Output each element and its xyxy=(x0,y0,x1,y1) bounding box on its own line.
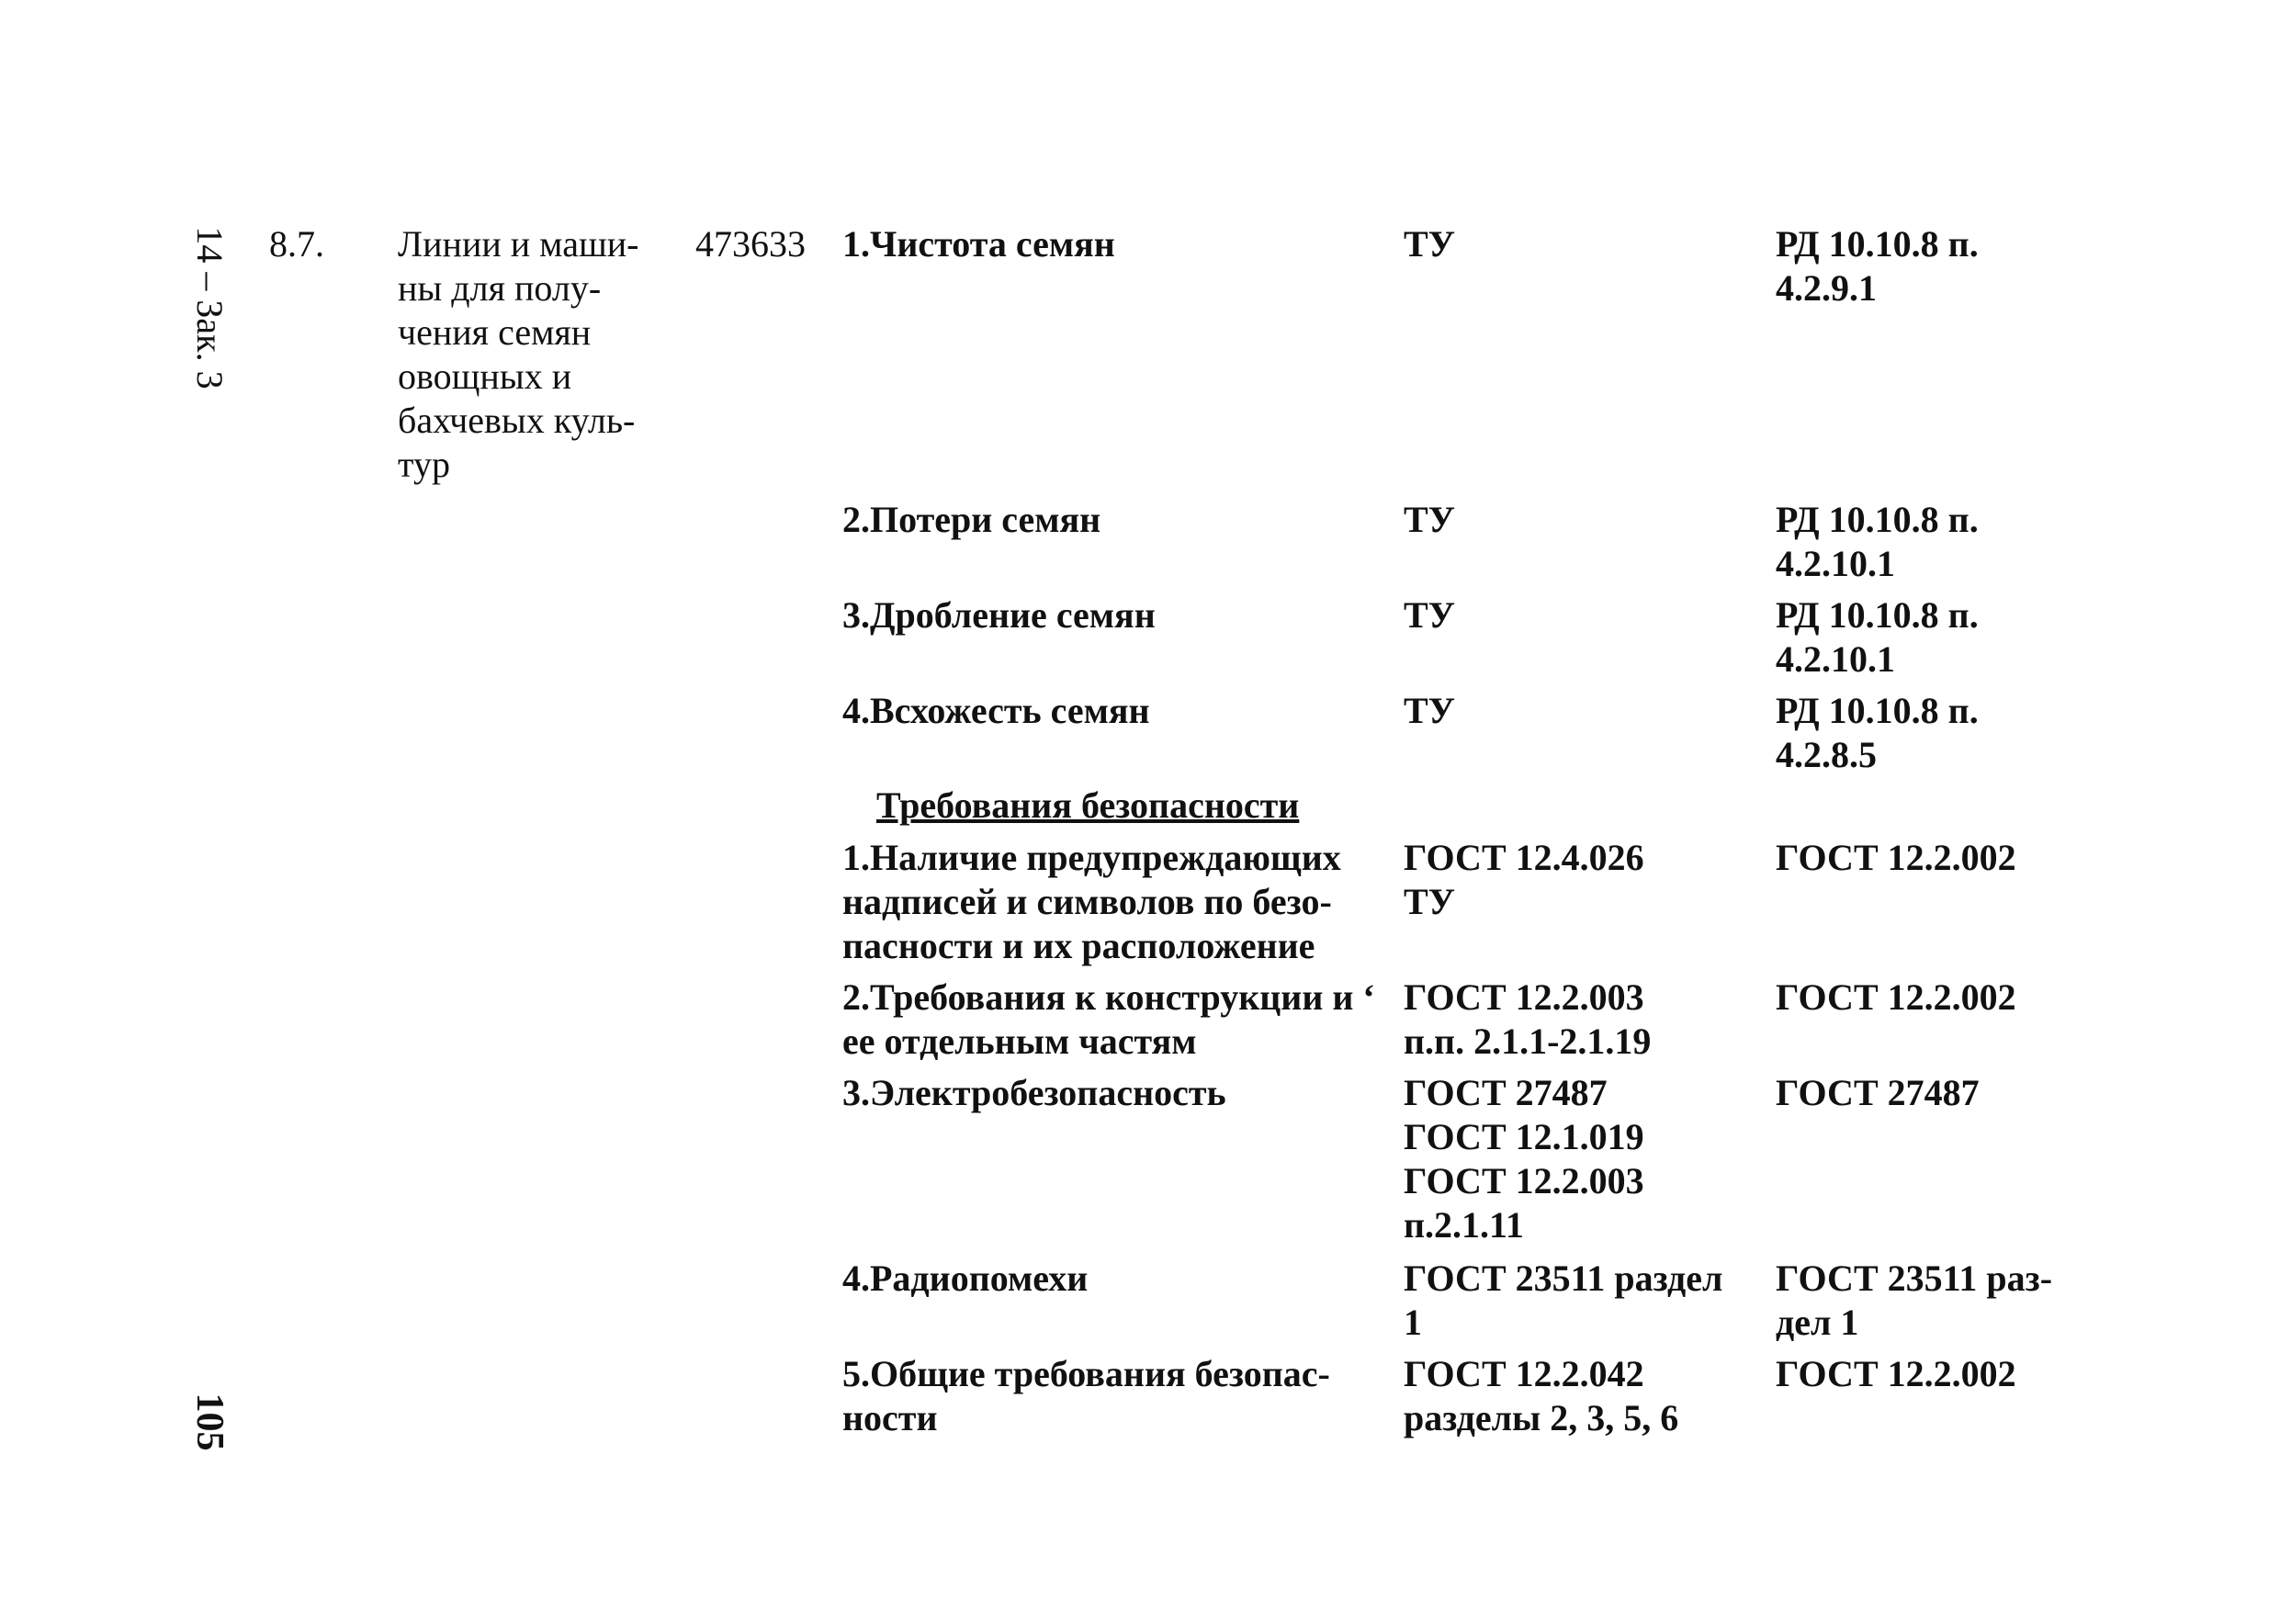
method-cell: РД 10.10.8 п. 4.2.10.1 xyxy=(1776,594,1979,680)
norm-cell: ТУ xyxy=(1404,690,1456,731)
method-cell: РД 10.10.8 п. 4.2.8.5 xyxy=(1776,690,1979,775)
norm-cell: ГОСТ 12.2.042 разделы 2, 3, 5, 6 xyxy=(1404,1353,1679,1438)
param-cell: 2.Потери семян xyxy=(842,499,1101,540)
param-cell: 2.Требования к конструкции и ‘ ее отдельным частям xyxy=(842,976,1375,1062)
param-cell: 4.Всхожесть семян xyxy=(842,690,1150,731)
item-name-line: ны для полу- xyxy=(398,267,602,309)
method-cell: ГОСТ 12.2.002 xyxy=(1776,1353,2016,1394)
method-cell: ГОСТ 12.2.002 xyxy=(1776,976,2016,1018)
method-cell: ГОСТ 23511 раз- дел 1 xyxy=(1776,1257,2053,1343)
norm-cell: ГОСТ 12.2.003 п.п. 2.1.1-2.1.19 xyxy=(1404,976,1652,1062)
param-cell: 3.Дробление семян xyxy=(842,594,1156,636)
method-cell: РД 10.10.8 п. 4.2.10.1 xyxy=(1776,499,1979,584)
order-code: 14 – Зак. 3 xyxy=(189,226,231,389)
param-cell: 1.Наличие предупреждающих надписей и символов по безо- пасности и их расположение xyxy=(842,837,1341,966)
page-number: 105 xyxy=(188,1393,231,1451)
item-name-line: Линии и маши- xyxy=(398,223,639,265)
item-name-line: овощных и xyxy=(398,355,572,397)
norm-cell: ТУ xyxy=(1404,223,1456,265)
item-number: 8.7. xyxy=(269,223,324,265)
item-name-line: тур xyxy=(398,444,450,485)
method-cell: ГОСТ 12.2.002 xyxy=(1776,837,2016,878)
norm-cell: ГОСТ 23511 раздел 1 xyxy=(1404,1257,1723,1343)
safety-section-header: Требования безопасности xyxy=(876,784,1300,826)
item-code: 473633 xyxy=(695,223,806,265)
item-name-line: чения семян xyxy=(398,311,592,353)
item-name xyxy=(398,222,638,487)
norm-cell: ГОСТ 27487 ГОСТ 12.1.019 ГОСТ 12.2.003 п.2.1.11 xyxy=(1404,1072,1644,1246)
method-cell: РД 10.10.8 п. 4.2.9.1 xyxy=(1776,223,1979,309)
param-cell: 1.Чистота семян xyxy=(842,223,1115,265)
norm-cell: ТУ xyxy=(1404,499,1456,540)
method-cell: ГОСТ 27487 xyxy=(1776,1072,1980,1113)
norm-cell: ГОСТ 12.4.026 ТУ xyxy=(1404,837,1644,922)
param-cell: 4.Радиопомехи xyxy=(842,1257,1089,1299)
param-cell: 5.Общие требования безопас- ности xyxy=(842,1353,1330,1438)
item-name-line: бахчевых куль- xyxy=(398,400,636,441)
norm-cell: ТУ xyxy=(1404,594,1456,636)
param-cell: 3.Электробезопасность xyxy=(842,1072,1226,1113)
